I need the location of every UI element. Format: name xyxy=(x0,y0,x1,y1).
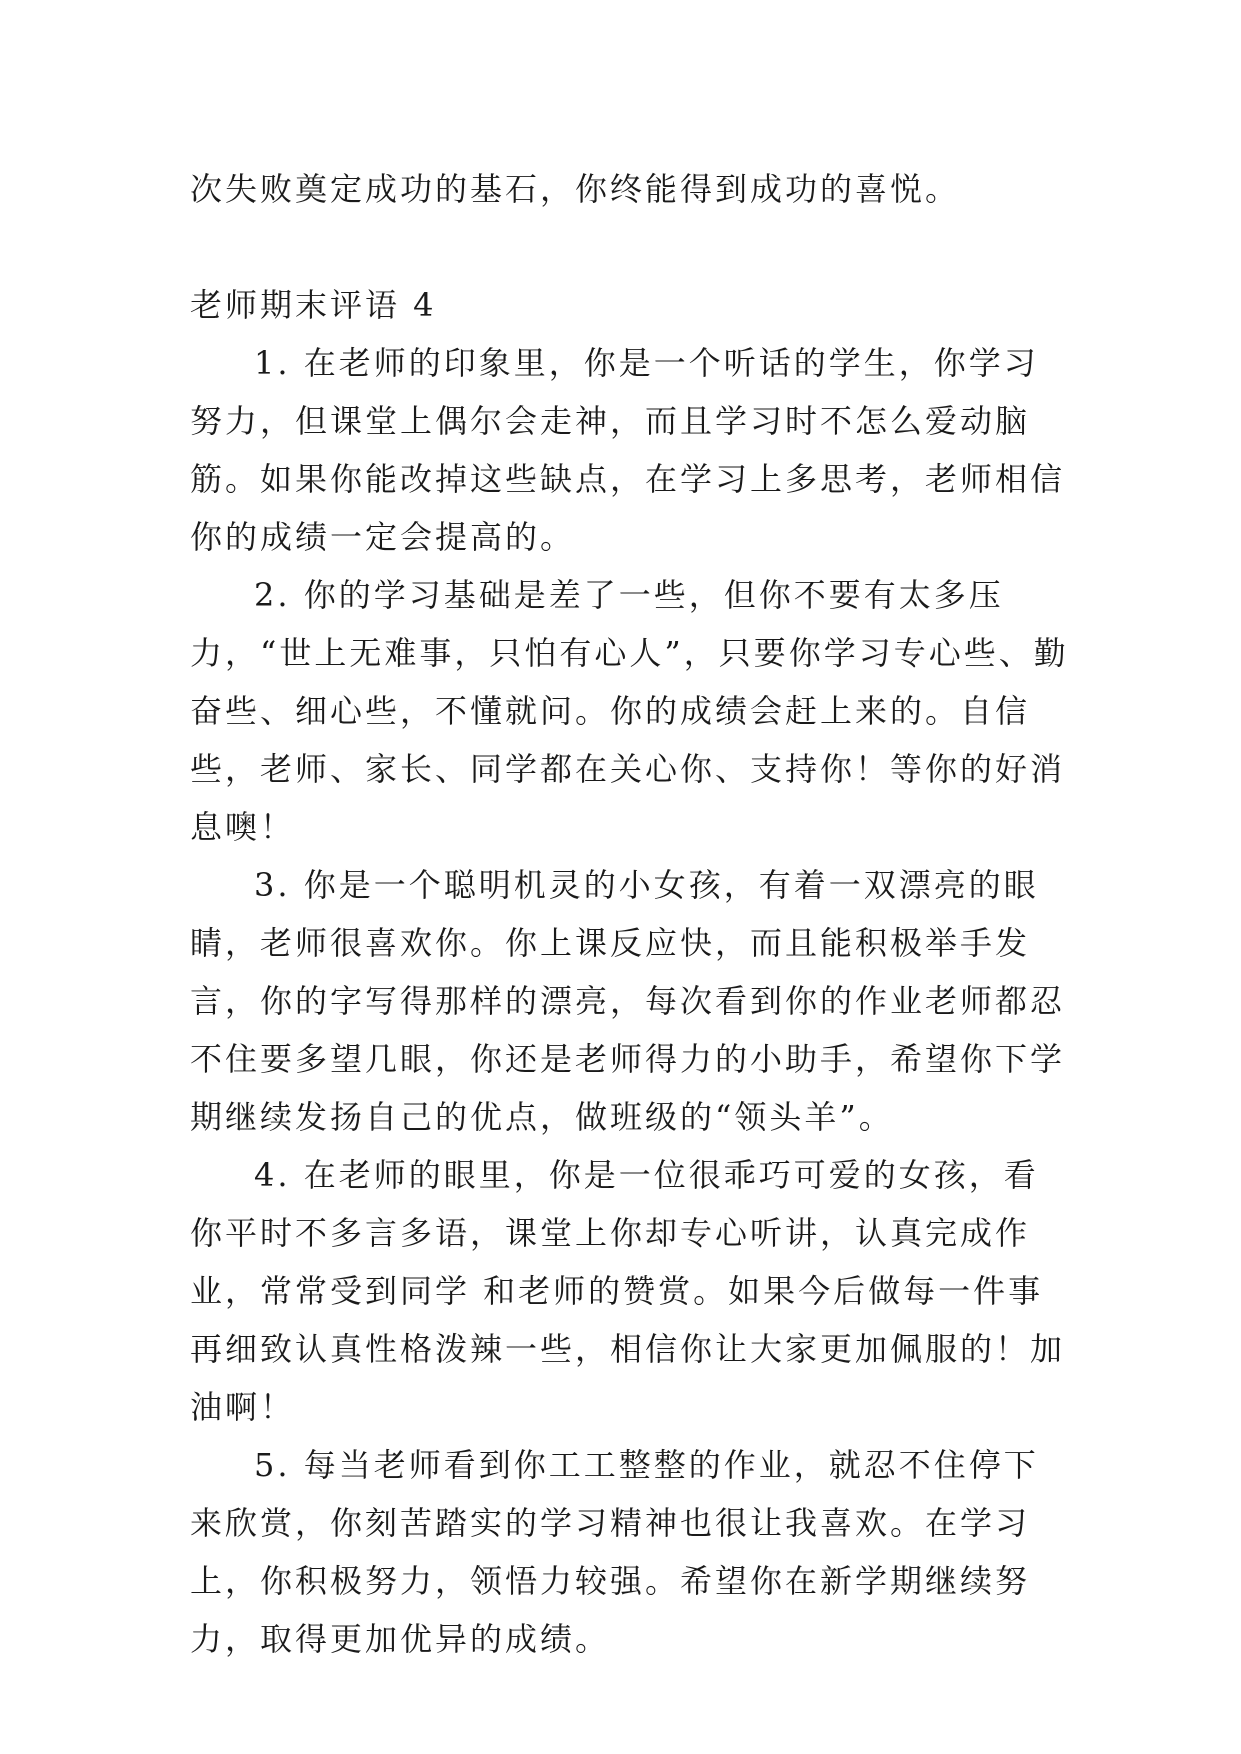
comment-item: 2. 你的学习基础是差了一些，但你不要有太多压力，“世上无难事，只怕有心人”，只要你学习专心些、勤奋些、细心些，不懂就问。你的成绩会赶上来的。自信些，老师、家长、同学都在关心你、支持你！等你的好消息噢！ xyxy=(190,576,1069,846)
comment-item: 4. 在老师的眼里，你是一位很乖巧可爱的女孩，看你平时不多言多语，课堂上你却专心听讲，认真完成作业，常常受到同学 和老师的赞赏。如果今后做每一件事再细致认真性格泼辣一些，相信你让大家更加佩服的！加油啊！ xyxy=(190,1156,1066,1426)
comment-item: 5. 每当老师看到你工工整整的作业，就忍不住停下来欣赏，你刻苦踏实的学习精神也很让我喜欢。在学习上，你积极努力，领悟力较强。希望你在新学期继续努力，取得更加优异的成绩。 xyxy=(190,1446,1039,1658)
comment-list xyxy=(190,334,1070,1668)
continuation-paragraph: 次失败奠定成功的基石，你终能得到成功的喜悦。 xyxy=(190,170,961,208)
section-title: 老师期末评语 4 xyxy=(190,286,437,324)
comment-item: 1. 在老师的印象里，你是一个听话的学生，你学习努力，但课堂上偶尔会走神，而且学习时不怎么爱动脑筋。如果你能改掉这些缺点，在学习上多思考，老师相信你的成绩一定会提高的。 xyxy=(190,344,1066,556)
comment-item: 3. 你是一个聪明机灵的小女孩，有着一双漂亮的眼睛，老师很喜欢你。你上课反应快，而且能积极举手发言，你的字写得那样的漂亮，每次看到你的作业老师都忍不住要多望几眼，你还是老师得力的小助手，希望你下学期继续发扬自己的优点，做班级的“领头羊”。 xyxy=(190,866,1066,1136)
